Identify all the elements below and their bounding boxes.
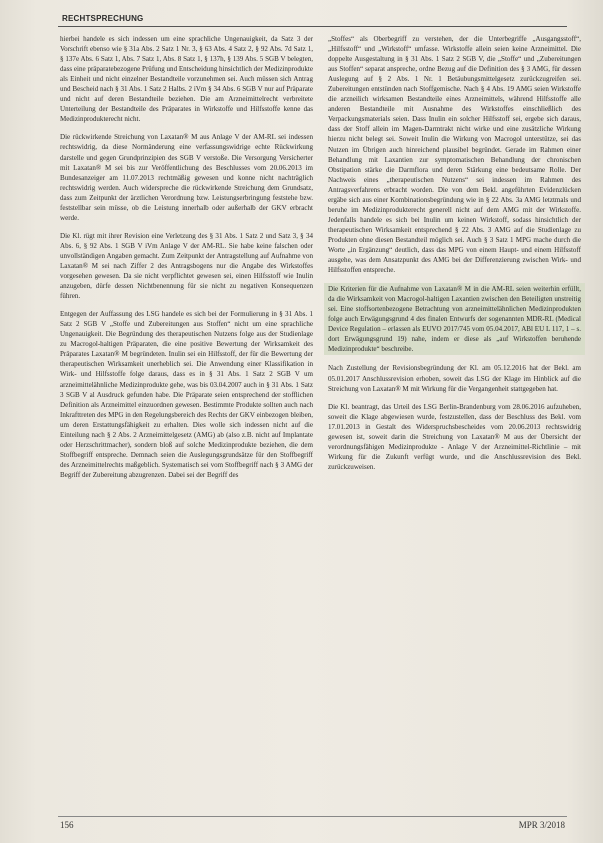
paragraph: Die Kl. rügt mit ihrer Revision eine Verletzung des § 31 Abs. 1 Satz 2 und Satz 3, § 34 Abs. 6, § 92 Abs. 1 SGB V iVm Anlage V der AM-RL. Sie habe keine falschen oder unvollständigen Angaben gemacht. Zum Zeitpunkt der Antragstellung auf Aufnahme von Laxatan® M sei nach Ziffer 2 des Antragsbogens nur die Angabe des Wirkstoffes vorgesehen gewesen. Da sie nicht verpflichtet gewesen sei, einen Hilfsstoff wie Inulin anzugeben, dürfe dessen Nichtbenennung für sie nicht zu negativen Konsequenzen führen. (60, 231, 313, 301)
paragraph: Die Kl. beantragt, das Urteil des LSG Berlin-Brandenburg vom 28.06.2016 aufzuheben, soweit die Klage abgewiesen wurde, festzustellen, dass der Beschluss des Bekl. vom 17.01.2013 in Gestalt des Widerspruchsbescheides vom 20.06.2013 rechtswidrig gewesen ist, soweit darin die Streichung von Laxatan® M aus der Übersicht der verordnungsfähigen Medizinprodukte - Anlage V der Arzneimittel-Richtlinie – mit Wirkung für die Zukunft verfügt wurde, und die Anschlussrevision des Bekl. zurückzuweisen. (328, 402, 581, 471)
paragraph: „Stoffes“ als Oberbegriff zu verstehen, der die Unterbegriffe „Ausgangsstoff“, „Hilfsstoff“ und „Wirkstoff“ umfasse. Wirkstoffe allein seien keine Arzneimittel. Die doppelte Ausgestaltung in § 31 Abs. 1 Satz 2 SGB V, die „Stoffe“ und „Zubereitungen aus Stoffen“ separat anspreche, ordne Bezug auf die Definition des § 3 AMG, für dessen Auslegung auf § 2 Abs. 1 Nr. 1 Betäubungsmittelgesetz zurückzugreifen sei. Zubereitungen entstünden nach Stoffgemische. Nach § 4 Abs. 19 AMG seien Wirkstoffe die arzneilich wirksamen Bestandteile eines Arzneimittels, während Hilfsstoffe alle anderen Bestandteile mit Ausnahme des Wirkstoffes einschließlich des Verpackungsmaterials seien. Dass Inulin ein solcher Hilfsstoff sei, ergebe sich daraus, dass der Stoff allein im Magen-Darmtrakt nicht wirke und eine zusätzliche Wirkung hierzu nicht belegt sei. Soweit Inulin die Wirkung von Macrogol unterstütze, sei das Nutzen im Übrigen auch hinreichend plausibel begründet. Gerade im Rahmen einer Behandlung mit Laxantien zur symptomatischen Behandlung der chronischen Obstipation stärke die Darmflora und deren Stärkung eine bedeutsame Rolle. Der Nachweis eines „therapeutischen Nutzens“ sei indessen im Rahmen des Antragsverfahrens erbracht worden. Die von dem Bekl. angeführten Evidenzlücken ergäbe sich aus einer Kombinationsbegründung wie in § 22 Abs. 3a AMG letztmals und beruhe im Medizinprodukterecht generell nicht auf dem AMG mit der Wirkstoffe. Jedenfalls handele es sich bei Inulin um keinen Wirkstoff, sodass hinsichtlich der therapeutischen Wirksamkeit entsprechend § 22 Abs. 3 AMG auf die Studienlage zu Produkten ohne diesen Bestandteil möglich sei. Auch § 3 Satz 1 MPG mache durch die Worte „in Ergänzung“ deutlich, dass das MPG von einem Haupt- und einem Hilfsstoff ausgehe, was dem Ansatzpunkt des AMG bei der Differenzierung zwischen Wirk- und Hilfsstoffen entspreche. (328, 35, 581, 275)
paragraph: Entgegen der Auffassung des LSG handele es sich bei der Formulierung in § 31 Abs. 1 Satz 2 SGB V „Stoffe und Zubereitungen aus Stoffen“ nicht um eine sprachliche Ungenauigkeit. Die Begründung des therapeutischen Nutzens folge aus der Studienlage zu Macrogol-haltigen Präparaten, die eine positive Bewertung der Wirksamkeit des Präparates Laxatan® M begründeten. Inulin sei ein Hilfsstoff, der für die Bewertung der therapeutischen Wirksamkeit unerheblich sei. Die Anwendung einer Klassifikation in Wirk- und Hilfsstoffe folge daraus, dass es in § 31 Abs. 1 Satz 2 SGB V um arzneimittelähnliche Medizinprodukte gehe, was bis 03.04.2007 auch in § 31 Abs. 1 Satz 3 SGB V al Ausdruck gefunden habe. Die Präparate seien entsprechend der stofflichen Definition als Arzneimittel einzuordnen gewesen. Bestimmte Produkte sollten auch nach Inkrafttreten des MPG in den Regelungsbereich des Rechts der GKV einbezogen bleiben, um deren Erstattungsfähigkeit zu erhalten. Dies wolle sich indessen nicht auf die Einteilung nach § 2 Abs. 2 Arzneimittelgesetz (AMG) ab (also z.B. nicht auf Implantate oder Herzschrittmacher), sondern bloß auf solche Medizinprodukte beziehen, die dem Stoffbegriff entspreche. Demnach seien die Auslegungsgrundsätze für den Stoffbegriff des Arzneimittelrechts maßgeblich. Systematisch sei vom Stoffbegriff nach § 3 AMG der Begriff der Zubereitung abzugrenzen. Dabei sei der Begriff des (60, 310, 313, 479)
paragraph: hierbei handele es sich indessen um eine sprachliche Ungenauigkeit, da Satz 3 der Vorschrift ebenso wie § 31a Abs. 2 Satz 1 Nr. 3, § 63 Abs. 4 Satz 2, § 92 Abs. 7d Satz 1, § 137e Abs. 6 Satz 1, Abs. 7 Satz 1, Abs. 8 Satz 1, § 137h, § 139 Abs. 5 SGB V belegten, dass eine präparatebezogene Prüfung und Entscheidung hinsichtlich der Medizinprodukte als Einheit und nicht einzelner Bestandteile vorzunehmen sei. Auch müssen sich Antrag und Bescheid nach § 31 Abs. 1 Satz 2 Halbs. 2 iVm § 34 Abs. 6 SGB V nur auf Präparate und nicht auf deren Bestandteile beziehen. Die am Arzneimittelrecht verbreitete Unterteilung der Bestandteile des Präparates in Wirkstoffe und Hilfsstoffe kenne das Medizinprodukterecht nicht. (60, 35, 313, 124)
text-column-right (328, 34, 581, 480)
section-header: RECHTSPRECHUNG (62, 14, 144, 23)
page-number: 156 (60, 820, 74, 830)
paragraph: Die rückwirkende Streichung von Laxatan® M aus Anlage V der AM-RL sei indessen rechtswidrig, da diese Normänderung eine verfassungswidrige echte Rückwirkung darstelle und gegen Grundprinzipien des SGB V verstoße. Die Versorgung Versicherter mit Laxatan® M sei bis zur Veröffentlichung des Beschlusses vom 20.06.2013 im Bundesanzeiger am 11.07.2013 rechtmäßig gewesen und konne nicht nachträglich rechtswidrig werden. Auch widerspreche die rückwirkende Streichung dem Grundsatz, dass zum Zeitpunkt der ärztlichen Verordnung bzw. Leistungserbringung feststehe bzw. feststellbar sein müsse, ob die Leistung innerhalb oder außerhalb der GKV erbracht werde. (60, 133, 313, 222)
text-column-left (60, 34, 313, 488)
highlighted-paragraph: Die Kriterien für die Aufnahme von Laxatan® M in die AM-RL seien weiterhin erfüllt, da die Wirksamkeit von Macrogol-haltigen Laxantien zwischen den Beteiligten unstreitig sei. Eine stoffsortenbezogene Betrachtung von arzneimittelähnlichen Medizinprodukten folge auch Erwägungsgrund 4 des finalen Entwurfs der sogenannten MDR-RL (Medical Device Regulation – erlassen als EUVO 2017/745 vom 05.04.2017, ABl EU L 117, 1 – s. dort Erwägungsgrund 19) nahe, indem er diese als „auf Wirkstoffen beruhende Medizinprodukte“ beschreibe. (324, 283, 585, 355)
paragraph: Nach Zustellung der Revisionsbegründung der Kl. am 05.12.2016 hat der Bekl. am 05.01.2017 Anschlussrevision erhoben, soweit das LSG der Klage im Hinblick auf die Streichung von Laxatan® M mit Wirkung für die Vergangenheit stattgegeben hat. (328, 364, 581, 393)
header-divider (58, 26, 567, 27)
footer-divider (58, 816, 567, 817)
journal-issue: MPR 3/2018 (518, 820, 565, 830)
